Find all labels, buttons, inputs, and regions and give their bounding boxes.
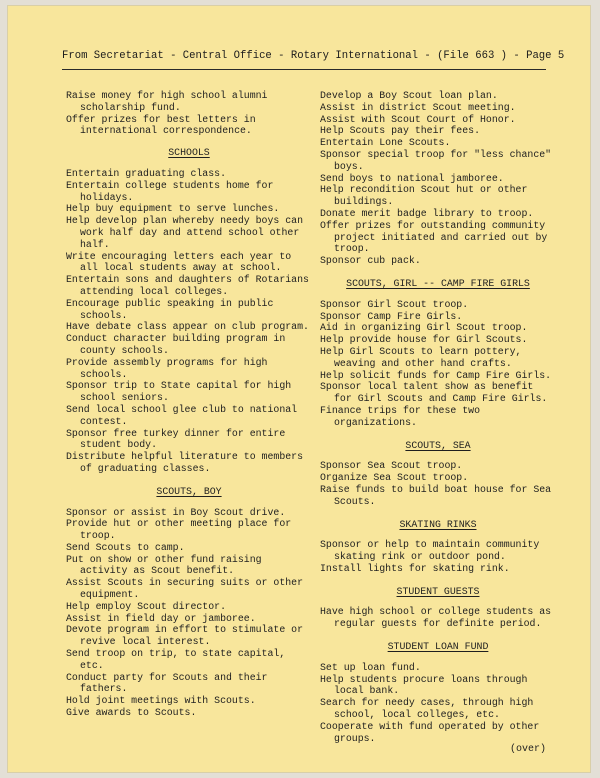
list-item: Assist in field day or jamboree.	[66, 612, 256, 624]
section-title-scouts-sea: SCOUTS, SEA	[405, 439, 471, 451]
list-item: Cooperate with fund operated by other groups.	[320, 720, 540, 744]
list-item: Sponsor special troop for "less chance" boys.	[320, 148, 552, 172]
list-item: Put on show or other fund raising activity as Scout benefit.	[66, 553, 262, 577]
list-item: Conduct party for Scouts and their fathers.	[66, 671, 268, 695]
list-item: Develop a Boy Scout loan plan.	[320, 90, 498, 101]
skating-rinks-list	[320, 539, 556, 574]
list-item: Raise funds to build boat house for Sea Scouts.	[320, 483, 552, 507]
list-item: Send boys to national jamboree.	[320, 172, 504, 184]
list-item: Help recondition Scout hut or other buildings.	[320, 184, 528, 208]
list-item: Send Scouts to camp.	[66, 541, 185, 553]
list-item: Help develop plan whereby needy boys can work half day and attend school other half.	[66, 215, 304, 250]
list-item: Conduct character building program in county schools.	[66, 333, 286, 356]
section-title-schools: SCHOOLS	[168, 147, 210, 159]
list-item: Finance trips for these two organizations.	[320, 404, 481, 428]
list-item: Help buy equipment to serve lunches.	[66, 203, 280, 215]
scouts-girl-list	[320, 299, 556, 429]
list-item: Entertain graduating class.	[66, 167, 227, 179]
list-item: Send local school glee club to national contest.	[66, 403, 298, 427]
list-item: Help Girl Scouts to learn pottery, weaving and other hand crafts.	[320, 345, 522, 369]
list-item: Send troop on trip, to state capital, etc.	[66, 648, 286, 671]
student-guests-list	[320, 606, 556, 630]
list-item: Sponsor free turkey dinner for entire student body.	[66, 427, 286, 451]
student-loan-fund-list	[320, 662, 556, 745]
list-item: Search for needy cases, through high school, local colleges, etc.	[320, 697, 534, 721]
list-item: Help employ Scout director.	[66, 600, 227, 612]
intro-list	[66, 90, 312, 137]
list-item: Sponsor local talent show as benefit for Girl Scouts and Camp Fire Girls.	[320, 381, 548, 405]
list-item: Offer prizes for best letters in international correspondence.	[66, 113, 256, 137]
list-item: Sponsor Girl Scout troop.	[320, 298, 469, 310]
list-item: Install lights for skating rink.	[320, 562, 510, 574]
section-title-skating-rinks: SKATING RINKS	[399, 518, 477, 530]
list-item: Encourage public speaking in public schools.	[66, 297, 274, 321]
list-item: Sponsor or help to maintain community skating rink or outdoor pond.	[320, 539, 540, 563]
list-item: Give awards to Scouts.	[66, 707, 197, 719]
list-item: Offer prizes for outstanding community project initiated and carried out by troop.	[320, 219, 548, 255]
page-continuation-note: (over)	[510, 744, 547, 755]
scouts-boy-continued-list	[320, 90, 556, 267]
list-item: Organize Sea Scout troop.	[320, 472, 469, 484]
list-item: Raise money for high school alumni scholarship fund.	[66, 90, 268, 113]
list-item: Provide hut or other meeting place for troop.	[66, 518, 292, 542]
list-item: Help provide house for Girl Scouts.	[320, 334, 528, 346]
list-item: Assist with Scout Court of Honor.	[320, 113, 516, 125]
list-item: Help students procure loans through local bank.	[320, 673, 528, 697]
header-rule	[62, 69, 546, 70]
list-item: Sponsor cub pack.	[320, 255, 421, 267]
scouts-sea-list	[320, 460, 556, 507]
document-page	[8, 6, 590, 772]
list-item: Devote program in effort to stimulate or revive local interest.	[66, 624, 304, 648]
list-item: Help Scouts pay their fees.	[320, 125, 481, 137]
schools-list	[66, 168, 312, 475]
list-item: Help solicit funds for Camp Fire Girls.	[320, 369, 552, 381]
list-item: Set up loan fund.	[320, 661, 421, 673]
page-header: From Secretariat - Central Office - Rotary International - (File 663 ) - Page 5	[62, 50, 565, 62]
list-item: Sponsor Sea Scout troop.	[320, 460, 463, 472]
list-item: Entertain sons and daughters of Rotarians attending local colleges.	[66, 274, 309, 297]
list-item: Write encouraging letters each year to all local students away at school.	[66, 250, 292, 274]
list-item: Have debate class appear on club program.	[66, 321, 309, 333]
section-title-student-guests: STUDENT GUESTS	[396, 585, 480, 597]
list-item: Hold joint meetings with Scouts.	[66, 695, 256, 707]
list-item: Sponsor trip to State capital for high school seniors.	[66, 380, 292, 404]
list-item: Aid in organizing Girl Scout troop.	[320, 322, 528, 334]
list-item: Sponsor or assist in Boy Scout drive.	[66, 506, 286, 518]
list-item: Assist in district Scout meeting.	[320, 101, 516, 113]
scouts-boy-list	[66, 507, 312, 719]
left-column	[66, 90, 312, 719]
list-item: Entertain Lone Scouts.	[320, 137, 451, 149]
list-item: Entertain college students home for holidays.	[66, 179, 274, 203]
right-column	[320, 90, 556, 744]
list-item: Provide assembly programs for high schools.	[66, 356, 268, 380]
list-item: Sponsor Camp Fire Girls.	[320, 310, 463, 322]
list-item: Distribute helpful literature to members of graduating classes.	[66, 451, 304, 474]
section-title-scouts-girl: SCOUTS, GIRL -- CAMP FIRE GIRLS	[346, 277, 530, 289]
list-item: Assist Scouts in securing suits or other equipment.	[66, 577, 304, 601]
list-item: Have high school or college students as regular guests for definite period.	[320, 606, 552, 630]
list-item: Donate merit badge library to troop.	[320, 207, 534, 219]
section-title-student-loan-fund: STUDENT LOAN FUND	[387, 641, 489, 653]
section-title-scouts-boy: SCOUTS, BOY	[156, 485, 222, 497]
